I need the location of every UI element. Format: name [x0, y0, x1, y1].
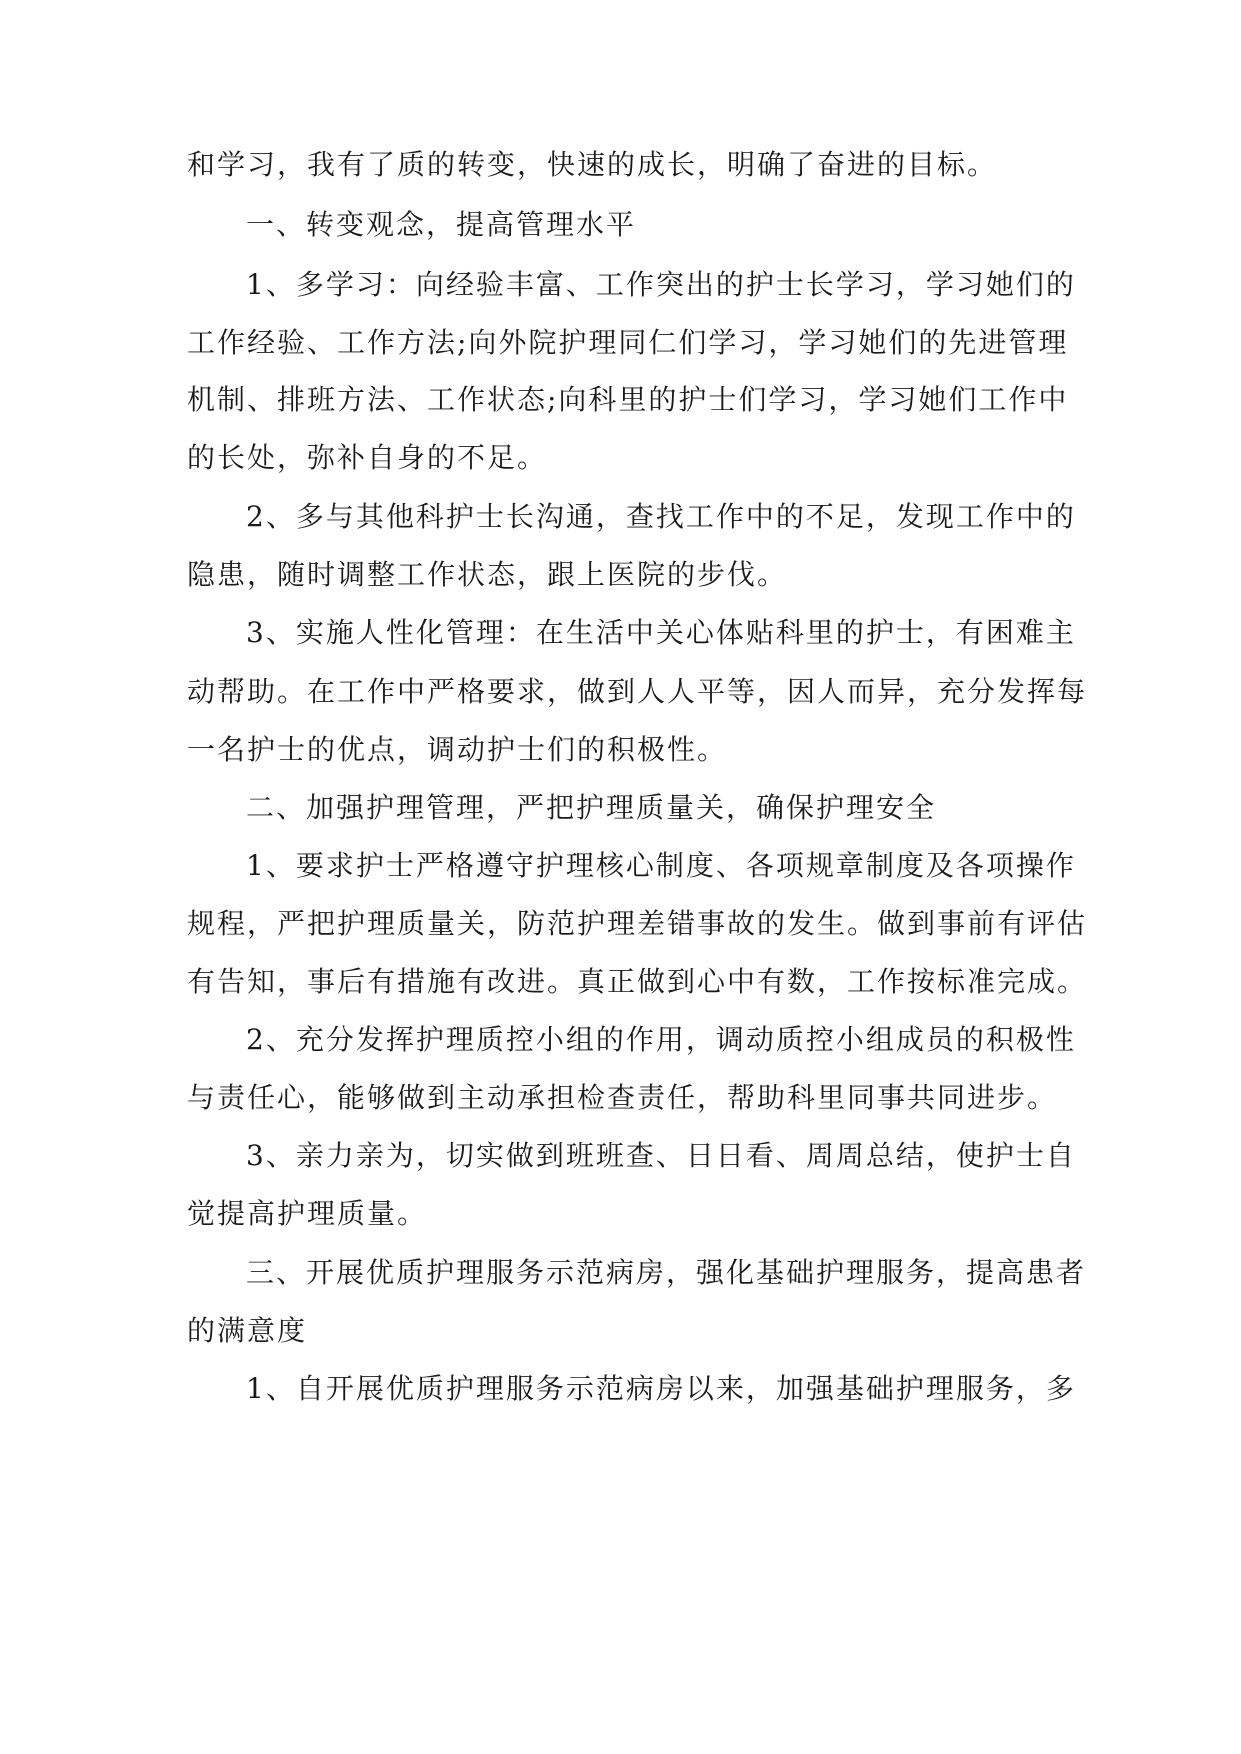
text-line: 的长处，弥补自身的不足。	[187, 441, 548, 474]
text-line: 2、多与其他科护士长沟通，查找工作中的不足，发现工作中的	[246, 500, 1076, 533]
text-line: 1、多学习：向经验丰富、工作突出的护士长学习，学习她们的	[246, 268, 1076, 301]
text-line: 1、自开展优质护理服务示范病房以来，加强基础护理服务，多	[246, 1372, 1076, 1405]
text-line: 工作经验、工作方法;向外院护理同仁们学习，学习她们的先进管理	[187, 326, 1069, 359]
text-line: 3、亲力亲为，切实做到班班查、日日看、周周总结，使护士自	[246, 1139, 1076, 1172]
text-line: 动帮助。在工作中严格要求，做到人人平等，因人而异，充分发挥每	[187, 675, 1088, 708]
section-heading: 三、开展优质护理服务示范病房，强化基础护理服务，提高患者	[246, 1256, 1087, 1289]
text-line: 和学习，我有了质的转变，快速的成长，明确了奋进的目标。	[187, 148, 998, 181]
text-line: 2、充分发挥护理质控小组的作用，调动质控小组成员的积极性	[246, 1023, 1076, 1056]
section-heading: 一、转变观念，提高管理水平	[246, 208, 637, 241]
text-line: 隐患，随时调整工作状态，跟上医院的步伐。	[187, 558, 788, 591]
text-line: 规程，严把护理质量关，防范护理差错事故的发生。做到事前有评估	[187, 907, 1088, 940]
section-heading: 二、加强护理管理，严把护理质量关，确保护理安全	[246, 791, 937, 824]
text-line: 有告知，事后有措施有改进。真正做到心中有数，工作按标准完成。	[187, 965, 1088, 998]
text-line: 一名护士的优点，调动护士们的积极性。	[187, 733, 728, 766]
text-line: 1、要求护士严格遵守护理核心制度、各项规章制度及各项操作	[246, 849, 1076, 882]
text-line: 与责任心，能够做到主动承担检查责任，帮助科里同事共同进步。	[187, 1081, 1058, 1114]
text-line: 觉提高护理质量。	[187, 1197, 428, 1230]
section-heading: 的满意度	[187, 1314, 308, 1347]
text-line: 机制、排班方法、工作状态;向科里的护士们学习，学习她们工作中	[187, 383, 1069, 416]
text-line: 3、实施人性化管理：在生活中关心体贴科里的护士，有困难主	[246, 616, 1076, 649]
